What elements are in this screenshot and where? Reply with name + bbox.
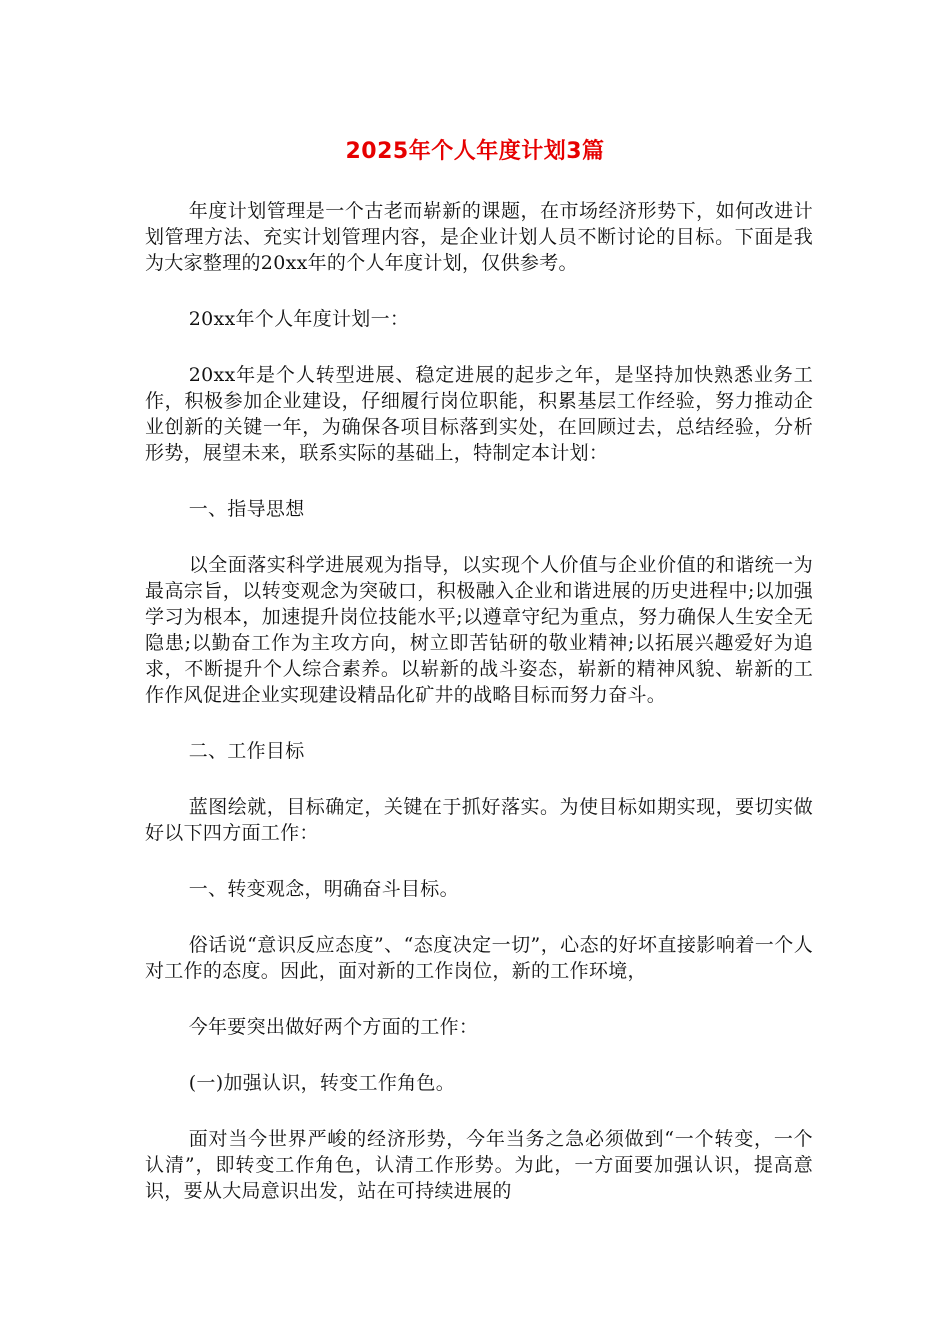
paragraph-economic-situation: 面对当今世界严峻的经济形势，今年当务之急必须做到“一个转变，一个认清”，即转变工作角色，认清工作形势。为此，一方面要加强认识，提高意识，要从大局意识出发，站在可持续进展的 bbox=[145, 1128, 813, 1202]
paragraph-two-aspects: 今年要突出做好两个方面的工作： bbox=[188, 1016, 479, 1038]
section-heading-guiding-thought: 一、指导思想 bbox=[188, 498, 305, 520]
paragraph-work-goals: 蓝图绘就，目标确定，关键在于抓好落实。为使目标如期实现，要切实做好以下四方面工作： bbox=[145, 796, 813, 844]
subsection-heading-change-mindset: 一、转变观念，明确奋斗目标。 bbox=[188, 878, 459, 900]
paragraph-plan-overview: 20xx年是个人转型进展、稳定进展的起步之年，是坚持加快熟悉业务工作，积极参加企业建设，仔细履行岗位职能，积累基层工作经验，努力推动企业创新的关键一年，为确保各项目标落到实处，在回顾过去，总结经验，分析形势，展望未来，联系实际的基础上，特制定本计划： bbox=[145, 364, 813, 464]
paragraph-intro: 年度计划管理是一个古老而崭新的课题，在市场经济形势下，如何改进计划管理方法、充实计划管理内容，是企业计划人员不断讨论的目标。下面是我为大家整理的20xx年的个人年度计划，仅供参考。 bbox=[145, 200, 813, 274]
paragraph-plan-heading: 20xx年个人年度计划一： bbox=[188, 308, 410, 330]
document-title: 2025年个人年度计划3篇 bbox=[345, 139, 605, 164]
paragraph-change-mindset: 俗话说“意识反应态度”、“态度决定一切”，心态的好坏直接影响着一个人对工作的态度。因此，面对新的工作岗位，新的工作环境， bbox=[145, 934, 813, 982]
section-heading-work-goals: 二、工作目标 bbox=[188, 740, 305, 762]
paragraph-guiding-thought: 以全面落实科学进展观为指导，以实现个人价值与企业价值的和谐统一为最高宗旨，以转变观念为突破口，积极融入企业和谐进展的历史进程中;以加强学习为根本，加速提升岗位技能水平;以遵章守纪为重点，努力确保人生安全无隐患;以勤奋工作为主攻方向，树立即苦钻研的敬业精神;以拓展兴趣爱好为追求，不断提升个人综合素养。以崭新的战斗姿态，崭新的精神风貌、崭新的工作作风促进企业实现建设精品化矿井的战略目标而努力奋斗。 bbox=[145, 554, 813, 706]
subsection-heading-strengthen-awareness: (一)加强认识，转变工作角色。 bbox=[188, 1072, 456, 1094]
document-body bbox=[145, 198, 813, 1234]
